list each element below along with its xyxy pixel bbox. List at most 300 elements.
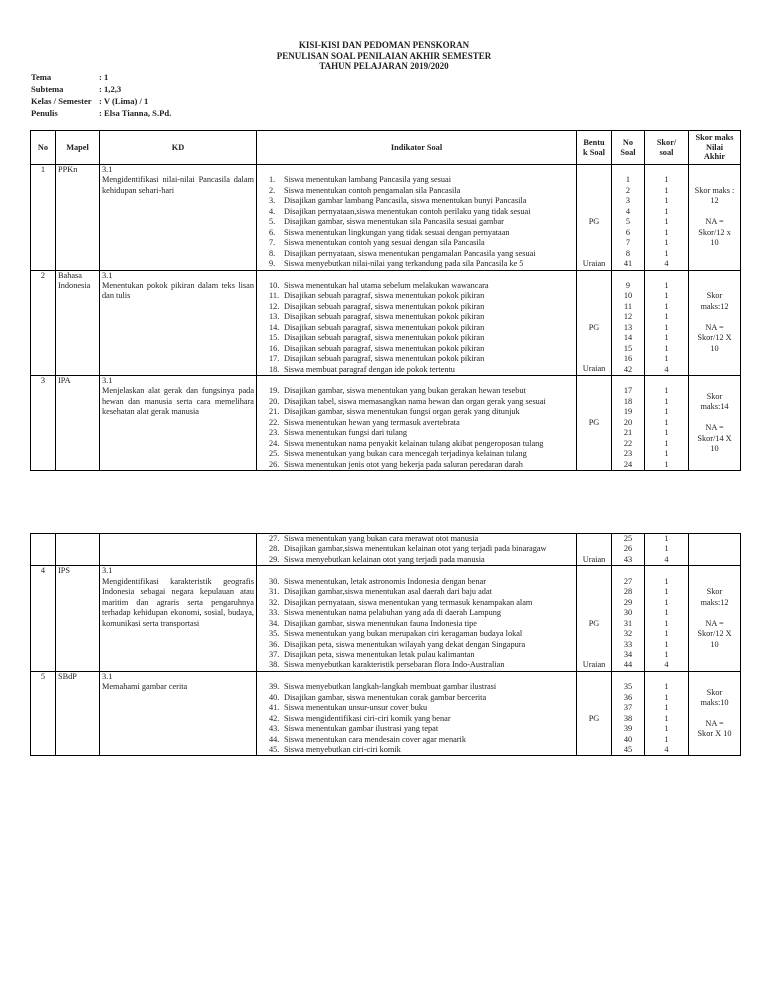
indikator-item bbox=[269, 186, 574, 196]
cell-no: 3 bbox=[31, 376, 56, 471]
cell-mapel bbox=[56, 534, 100, 566]
indikator-text: Siswa menentukan unsur-unsur cover buku bbox=[284, 703, 428, 713]
spacer-line bbox=[691, 413, 738, 423]
cell-indikator bbox=[257, 566, 577, 672]
skor-value: 4 bbox=[664, 259, 669, 269]
spacer-line bbox=[579, 186, 609, 196]
indikator-item bbox=[269, 207, 574, 217]
indikator-number: 23. bbox=[269, 428, 280, 438]
indikator-item bbox=[269, 418, 574, 428]
skor-maks-line: Skor bbox=[706, 687, 723, 697]
indikator-number: 20. bbox=[269, 396, 280, 406]
indikator-text: Siswa menentukan lingkungan yang tidak sesuai dengan pernyataan bbox=[284, 227, 510, 237]
table-row bbox=[31, 376, 741, 471]
indikator-number: 19. bbox=[269, 386, 280, 396]
indikator-item bbox=[269, 724, 574, 734]
no-soal-value: 18 bbox=[623, 396, 633, 406]
skor-value: 1 bbox=[664, 639, 669, 649]
indikator-number: 43. bbox=[269, 724, 280, 734]
meta-row-subtema bbox=[31, 83, 171, 95]
kd-number: 3.1 bbox=[102, 376, 113, 386]
spacer-line bbox=[579, 544, 609, 554]
skor-value: 1 bbox=[664, 248, 669, 258]
spacer-line bbox=[614, 165, 642, 175]
cell-mapel: SBdP bbox=[56, 671, 100, 756]
indikator-text: Siswa menentukan yang bukan merupakan ciri keragaman budaya lokal bbox=[284, 629, 523, 639]
indikator-text: Siswa menentukan contoh yang sesuai dengan sila Pancasila bbox=[284, 238, 485, 248]
cell-indikator bbox=[257, 270, 577, 376]
spacer-line bbox=[647, 376, 686, 386]
skor-value: 1 bbox=[664, 587, 669, 597]
indikator-text: Siswa menentukan contoh pengamalan sila Pancasila bbox=[284, 185, 461, 195]
skor-maks-line: maks:10 bbox=[700, 698, 729, 707]
indikator-number: 36. bbox=[269, 639, 280, 649]
bentuk-pg: PG bbox=[588, 417, 600, 427]
cell-kd bbox=[100, 165, 257, 271]
skor-value: 4 bbox=[664, 364, 669, 374]
indikator-text: Disajikan peta, siswa menentukan letak pulau kalimantan bbox=[284, 649, 475, 659]
kd-number: 3.1 bbox=[102, 566, 113, 576]
skor-value: 1 bbox=[664, 322, 669, 332]
indikator-item bbox=[269, 534, 574, 544]
indikator-text: Siswa menyebutkan nilai-nilai yang terkandung pada sila Pancasila ke 5 bbox=[284, 259, 524, 269]
spacer-line bbox=[579, 735, 609, 745]
header-text: k Soal bbox=[583, 147, 605, 157]
cell-skor-maks bbox=[689, 566, 741, 672]
indikator-text: Siswa menentukan nama penyakit kelainan tulang akibat pengeroposan tulang bbox=[284, 438, 544, 448]
bentuk-uraian: Uraian bbox=[582, 660, 606, 670]
indikator-item bbox=[269, 693, 574, 703]
skor-value: 1 bbox=[664, 544, 669, 554]
cell-bentuk-soal bbox=[577, 671, 612, 756]
header-text: No bbox=[622, 137, 634, 147]
cell-skor-maks bbox=[689, 671, 741, 756]
indikator-text: Disajikan pernyataan,siswa menentukan contoh perilaku yang tidak sesuai bbox=[284, 206, 531, 216]
indikator-list bbox=[259, 682, 574, 755]
indikator-item bbox=[269, 629, 574, 639]
spacer-line bbox=[579, 608, 609, 618]
skor-value: 1 bbox=[664, 280, 669, 290]
cell-skor-soal bbox=[645, 270, 689, 376]
no-soal-value: 2 bbox=[625, 185, 631, 195]
indikator-item bbox=[269, 608, 574, 618]
spacer-line bbox=[579, 344, 609, 354]
indikator-number: 13. bbox=[269, 312, 280, 322]
skor-value: 1 bbox=[664, 196, 669, 206]
indikator-number: 6. bbox=[269, 227, 276, 237]
cell-no-soal bbox=[612, 671, 645, 756]
spacer-line bbox=[579, 376, 609, 386]
spacer-line bbox=[647, 165, 686, 175]
spacer-line bbox=[579, 566, 609, 576]
meta-key: Kelas / Semester bbox=[31, 96, 92, 106]
indikator-item bbox=[269, 577, 574, 587]
header-text: Skor maks bbox=[695, 133, 734, 143]
indikator-text: Siswa menyebutkan karakteristik persebaran flora Indo-Australian bbox=[284, 660, 505, 670]
indikator-number: 37. bbox=[269, 649, 280, 659]
indikator-text: Siswa menyebutkan ciri-ciri komik bbox=[284, 745, 401, 755]
header-skor-soal bbox=[645, 131, 689, 165]
bentuk-pg: PG bbox=[588, 322, 600, 332]
cell-no: 1 bbox=[31, 165, 56, 271]
indikator-item bbox=[269, 460, 574, 470]
no-soal-value: 41 bbox=[623, 259, 633, 269]
indikator-item bbox=[269, 555, 574, 565]
kd-number: 3.1 bbox=[102, 165, 113, 174]
no-soal-value: 29 bbox=[623, 597, 633, 607]
indikator-text: Siswa menentukan yang bukan cara merawat otot manusia bbox=[284, 534, 479, 543]
kd-text: Menentukan pokok pikiran dalam teks lisan dan tulis bbox=[102, 280, 254, 301]
indikator-number: 35. bbox=[269, 629, 280, 639]
cell-skor-maks bbox=[689, 165, 741, 271]
indikator-number: 38. bbox=[269, 660, 280, 670]
skor-maks-line: Skor X 10 bbox=[697, 729, 732, 739]
no-soal-value: 14 bbox=[623, 333, 633, 343]
header-text: Nilai bbox=[705, 142, 724, 152]
indikator-number: 30. bbox=[269, 576, 280, 586]
skor-value: 1 bbox=[664, 438, 669, 448]
indikator-text: Disajikan gambar, siswa menentukan fungsi organ gerak yang ditunjuk bbox=[284, 407, 520, 417]
cell-indikator bbox=[257, 534, 577, 566]
table-row bbox=[31, 566, 741, 672]
no-soal-value: 21 bbox=[623, 428, 633, 438]
indikator-item bbox=[269, 333, 574, 343]
header-bentuk-soal bbox=[577, 131, 612, 165]
skor-value: 1 bbox=[664, 724, 669, 734]
no-soal-value: 6 bbox=[625, 227, 631, 237]
header-no: No bbox=[31, 131, 56, 165]
cell-skor-maks bbox=[689, 270, 741, 376]
spacer-line bbox=[579, 577, 609, 587]
no-soal-value: 34 bbox=[623, 649, 633, 659]
indikator-text: Disajikan gambar, siswa menentukan fauna Indonesia tipe bbox=[284, 618, 477, 628]
spacer-line bbox=[647, 271, 686, 281]
bentuk-uraian: Uraian bbox=[582, 554, 606, 564]
no-soal-value: 25 bbox=[623, 534, 633, 543]
indikator-number: 26. bbox=[269, 459, 280, 469]
spacer-line bbox=[691, 608, 738, 618]
indikator-number: 24. bbox=[269, 438, 280, 448]
indikator-item bbox=[269, 312, 574, 322]
indikator-item bbox=[269, 302, 574, 312]
skor-maks-line: 10 bbox=[710, 343, 719, 353]
spacer-line bbox=[691, 312, 738, 322]
skor-value: 1 bbox=[664, 428, 669, 438]
indikator-text: Disajikan sebuah paragraf, siswa menentukan pokok pikiran bbox=[284, 333, 485, 343]
header-text: Skor/ bbox=[656, 137, 677, 147]
no-soal-value: 38 bbox=[623, 713, 633, 723]
meta-value: : V (Lima) / 1 bbox=[99, 96, 149, 106]
spacer-line bbox=[579, 175, 609, 185]
indikator-item bbox=[269, 714, 574, 724]
indikator-item bbox=[269, 428, 574, 438]
skor-maks-line: Skor bbox=[706, 391, 723, 401]
no-soal-value: 31 bbox=[623, 618, 633, 628]
cell-bentuk-soal bbox=[577, 566, 612, 672]
skor-value: 1 bbox=[664, 312, 669, 322]
no-soal-value: 32 bbox=[623, 629, 633, 639]
indikator-text: Disajikan sebuah paragraf, siswa menentukan pokok pikiran bbox=[284, 343, 485, 353]
indikator-item bbox=[269, 598, 574, 608]
bentuk-pg: PG bbox=[588, 217, 600, 227]
indikator-text: Disajikan gambar, siswa menentukan sila Pancasila sesuai gambar bbox=[284, 217, 504, 227]
skor-value: 1 bbox=[664, 713, 669, 723]
indikator-item bbox=[269, 323, 574, 333]
spacer-line bbox=[579, 745, 609, 755]
spacer-line bbox=[579, 587, 609, 597]
meta-value: : 1,2,3 bbox=[99, 84, 122, 94]
indikator-text: Disajikan peta, siswa menentukan wilayah yang dekat dengan Singapura bbox=[284, 639, 526, 649]
no-soal-value: 1 bbox=[625, 175, 631, 185]
cell-indikator bbox=[257, 376, 577, 471]
meta-value: : 1 bbox=[99, 72, 109, 82]
skor-maks-line: 10 bbox=[710, 443, 719, 453]
no-soal-value: 4 bbox=[625, 206, 631, 216]
skor-value: 1 bbox=[664, 692, 669, 702]
spacer-line bbox=[614, 271, 642, 281]
skor-value: 1 bbox=[664, 175, 669, 185]
spacer-line bbox=[579, 312, 609, 322]
skor-value: 1 bbox=[664, 534, 669, 543]
no-soal-value: 27 bbox=[623, 576, 633, 586]
indikator-item bbox=[269, 682, 574, 692]
indikator-number: 12. bbox=[269, 301, 280, 311]
meta-key: Penulis bbox=[31, 108, 58, 118]
skor-value: 1 bbox=[664, 703, 669, 713]
cell-skor-soal bbox=[645, 165, 689, 271]
skor-value: 1 bbox=[664, 333, 669, 343]
indikator-text: Disajikan pernyataan, siswa menentukan pengamalan Pancasila yang sesuai bbox=[284, 248, 536, 258]
spacer-line bbox=[259, 376, 574, 386]
indikator-item bbox=[269, 175, 574, 185]
spacer-line bbox=[579, 291, 609, 301]
no-soal-value: 5 bbox=[625, 217, 631, 227]
indikator-item bbox=[269, 196, 574, 206]
spacer-line bbox=[579, 460, 609, 470]
skor-maks-line: NA = bbox=[705, 423, 724, 433]
no-soal-value: 45 bbox=[623, 745, 633, 755]
indikator-item bbox=[269, 544, 574, 554]
skor-maks-line: 12 bbox=[710, 196, 719, 206]
indikator-text: Siswa membuat paragraf dengan ide pokok tertentu bbox=[284, 364, 455, 374]
skor-maks-line: NA = bbox=[705, 322, 724, 332]
indikator-text: Disajikan sebuah paragraf, siswa menentukan pokok pikiran bbox=[284, 312, 485, 322]
spacer-line bbox=[259, 566, 574, 576]
skor-value: 4 bbox=[664, 745, 669, 755]
no-soal-value: 15 bbox=[623, 343, 633, 353]
indikator-number: 25. bbox=[269, 449, 280, 459]
indikator-text: Siswa menentukan cara mendesain cover agar menarik bbox=[284, 734, 466, 744]
indikator-text: Siswa menentukan gambar ilustrasi yang tepat bbox=[284, 724, 439, 734]
no-soal-value: 39 bbox=[623, 724, 633, 734]
indikator-text: Disajikan pernyataan, siswa menentukan yang termasuk kenampakan alam bbox=[284, 597, 533, 607]
cell-skor-soal bbox=[645, 566, 689, 672]
document-meta bbox=[31, 71, 171, 119]
kd-number: 3.1 bbox=[102, 270, 113, 280]
spacer-line bbox=[691, 207, 738, 217]
indikator-item bbox=[269, 291, 574, 301]
indikator-number: 22. bbox=[269, 417, 280, 427]
header-row bbox=[31, 131, 741, 165]
skor-maks-line: maks:14 bbox=[700, 402, 729, 412]
skor-value: 1 bbox=[664, 629, 669, 639]
indikator-text: Disajikan gambar,siswa menentukan asal daerah dari baju adat bbox=[284, 587, 492, 597]
indikator-item bbox=[269, 745, 574, 755]
indikator-text: Disajikan gambar,siswa menentukan kelainan otot yang terjadi pada binaragaw bbox=[284, 544, 547, 554]
indikator-number: 15. bbox=[269, 333, 280, 343]
no-soal-value: 16 bbox=[623, 354, 633, 364]
indikator-text: Siswa menentukan yang bukan cara mencegah terjadinya kelainan tulang bbox=[284, 449, 527, 459]
indikator-number: 29. bbox=[269, 554, 280, 564]
indikator-number: 2. bbox=[269, 185, 276, 195]
indikator-item bbox=[269, 238, 574, 248]
spacer-line bbox=[579, 249, 609, 259]
header-kd: KD bbox=[100, 131, 257, 165]
skor-maks-line: Skor maks : bbox=[694, 185, 735, 195]
spacer-line bbox=[579, 639, 609, 649]
spacer-line bbox=[579, 207, 609, 217]
indikator-text: Siswa mengidentifikasi ciri-ciri komik yang benar bbox=[284, 713, 451, 723]
no-soal-value: 20 bbox=[623, 417, 633, 427]
cell-kd bbox=[100, 376, 257, 471]
indikator-text: Siswa menentukan hal utama sebelum melakukan wawancara bbox=[284, 280, 489, 290]
skor-maks-line: 10 bbox=[710, 639, 719, 649]
indikator-text: Disajikan sebuah paragraf, siswa menentukan pokok pikiran bbox=[284, 291, 485, 301]
indikator-item bbox=[269, 735, 574, 745]
header-no-soal bbox=[612, 131, 645, 165]
spacer-line bbox=[579, 629, 609, 639]
spacer-line bbox=[259, 271, 574, 281]
skor-maks-line: Skor bbox=[706, 291, 723, 301]
spacer-line bbox=[579, 281, 609, 291]
indikator-text: Siswa menentukan nama pelabuhan yang ada di daerah Lampung bbox=[284, 608, 502, 618]
skor-value: 1 bbox=[664, 417, 669, 427]
spacer-line bbox=[579, 354, 609, 364]
skor-maks-line: Skor/12 X bbox=[697, 333, 732, 343]
cell-mapel: IPS bbox=[56, 566, 100, 672]
skor-value: 1 bbox=[664, 227, 669, 237]
cell-bentuk-soal bbox=[577, 534, 612, 566]
indikator-number: 33. bbox=[269, 608, 280, 618]
bentuk-pg: PG bbox=[588, 618, 600, 628]
kd-text: Memahami gambar cerita bbox=[102, 682, 188, 692]
table-row bbox=[31, 671, 741, 756]
cell-mapel: PPKn bbox=[56, 165, 100, 271]
indikator-item bbox=[269, 259, 574, 269]
skor-value: 1 bbox=[664, 618, 669, 628]
indikator-list bbox=[259, 577, 574, 671]
cell-no: 4 bbox=[31, 566, 56, 672]
no-soal-value: 23 bbox=[623, 449, 633, 459]
meta-row-penulis bbox=[31, 107, 171, 119]
indikator-text: Disajikan gambar lambang Pancasila, siswa menentukan bunyi Pancasila bbox=[284, 196, 527, 206]
spacer-line bbox=[579, 693, 609, 703]
indikator-text: Disajikan gambar, siswa menentukan yang bukan gerakan hewan tesebut bbox=[284, 386, 526, 396]
cell-indikator bbox=[257, 671, 577, 756]
spacer-line bbox=[579, 397, 609, 407]
skor-value: 1 bbox=[664, 449, 669, 459]
indikator-number: 17. bbox=[269, 354, 280, 364]
no-soal-value: 17 bbox=[623, 386, 633, 396]
indikator-item bbox=[269, 281, 574, 291]
cell-skor-maks bbox=[689, 534, 741, 566]
spacer-line bbox=[579, 650, 609, 660]
indikator-text: Disajikan sebuah paragraf, siswa menentukan pokok pikiran bbox=[284, 322, 485, 332]
spacer-line bbox=[614, 566, 642, 576]
cell-skor-maks bbox=[689, 376, 741, 471]
cell-bentuk-soal bbox=[577, 270, 612, 376]
indikator-number: 3. bbox=[269, 196, 276, 206]
spacer-line bbox=[579, 238, 609, 248]
indikator-item bbox=[269, 660, 574, 670]
indikator-item bbox=[269, 249, 574, 259]
meta-key: Tema bbox=[31, 72, 52, 82]
skor-maks-line: maks:12 bbox=[700, 301, 729, 311]
no-soal-value: 37 bbox=[623, 703, 633, 713]
indikator-text: Disajikan tabel, siswa memasangkan nama hewan dan organ gerak yang sesuai bbox=[284, 396, 546, 406]
spacer-line bbox=[579, 386, 609, 396]
spacer-line bbox=[579, 228, 609, 238]
spacer-line bbox=[579, 428, 609, 438]
no-soal-value: 13 bbox=[623, 322, 633, 332]
no-soal-value: 8 bbox=[625, 248, 631, 258]
skor-value: 1 bbox=[664, 396, 669, 406]
skor-maks-line: Skor bbox=[706, 587, 723, 597]
indikator-number: 42. bbox=[269, 713, 280, 723]
indikator-text: Disajikan gambar, siswa menentukan corak gambar bercerita bbox=[284, 692, 487, 702]
table-body-2 bbox=[31, 534, 741, 756]
indikator-number: 8. bbox=[269, 248, 276, 258]
spacer-line bbox=[579, 724, 609, 734]
indikator-number: 7. bbox=[269, 238, 276, 248]
cell-skor-soal bbox=[645, 376, 689, 471]
no-soal-value: 12 bbox=[623, 312, 633, 322]
skor-value: 1 bbox=[664, 185, 669, 195]
indikator-item bbox=[269, 386, 574, 396]
spacer-line bbox=[579, 534, 609, 544]
indikator-item bbox=[269, 228, 574, 238]
indikator-item bbox=[269, 217, 574, 227]
indikator-number: 10. bbox=[269, 280, 280, 290]
no-soal-value: 43 bbox=[623, 554, 633, 564]
spacer-line bbox=[579, 165, 609, 175]
indikator-number: 16. bbox=[269, 343, 280, 353]
indikator-item bbox=[269, 365, 574, 375]
meta-key: Subtema bbox=[31, 84, 64, 94]
header-indikator: Indikator Soal bbox=[257, 131, 577, 165]
cell-no-soal bbox=[612, 270, 645, 376]
kisi-kisi-table-page-1 bbox=[30, 130, 741, 471]
cell-indikator bbox=[257, 165, 577, 271]
indikator-number: 40. bbox=[269, 692, 280, 702]
cell-bentuk-soal bbox=[577, 165, 612, 271]
title-line-2: PENULISAN SOAL PENILAIAN AKHIR SEMESTER bbox=[276, 50, 492, 61]
indikator-list bbox=[259, 281, 574, 375]
spacer-line bbox=[579, 333, 609, 343]
skor-value: 1 bbox=[664, 301, 669, 311]
indikator-list bbox=[259, 386, 574, 470]
spacer-line bbox=[259, 672, 574, 682]
spacer-line bbox=[614, 672, 642, 682]
spacer-line bbox=[579, 703, 609, 713]
indikator-item bbox=[269, 407, 574, 417]
no-soal-value: 11 bbox=[624, 301, 632, 311]
skor-value: 1 bbox=[664, 734, 669, 744]
spacer-line bbox=[579, 672, 609, 682]
skor-value: 1 bbox=[664, 608, 669, 618]
cell-no-soal bbox=[612, 165, 645, 271]
skor-value: 1 bbox=[664, 682, 669, 692]
